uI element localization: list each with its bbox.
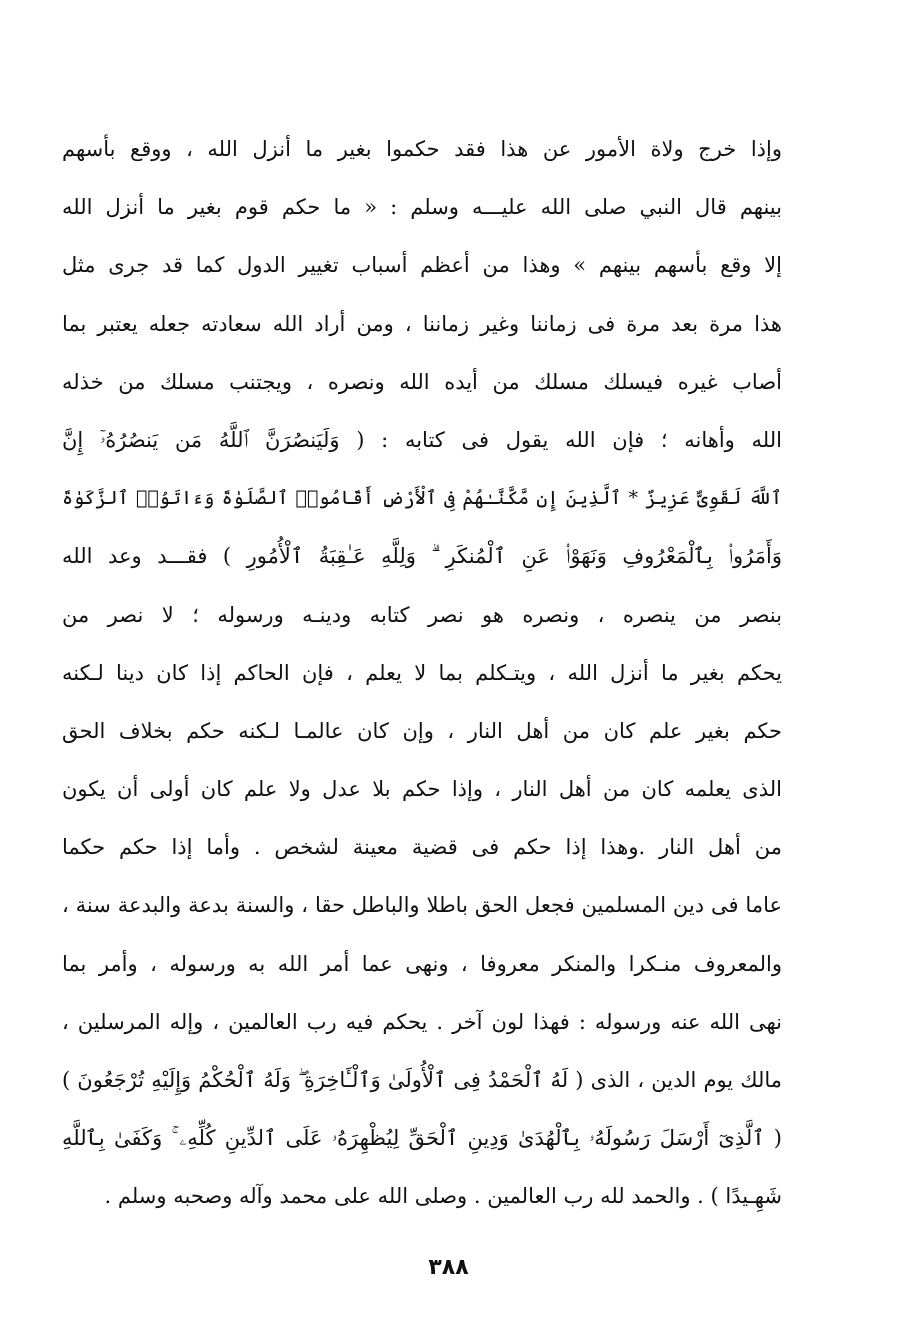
text-line: من أهل النار .وهذا إذا حكم فى قضية معينة لشخص . وأما إذا حكم حكما xyxy=(62,835,782,860)
text-line: هذا مرة بعد مرة فى زماننا وغير زماننا ، ومن أراد الله سعادته جعله يعتبر بما xyxy=(62,311,782,336)
text-line-with-verse: مالك يوم الدين ، الذى ( لَهُ ٱلْحَمْدُ فِى ٱلْأُولَىٰ وَٱلْـَٔاخِرَةِ ۖ وَلَهُ ٱلْحُكْمُ وَإِلَيْهِ تُرْجَعُونَ ) xyxy=(62,1068,782,1092)
text-line-with-verse: الله وأهانه ؛ فإن الله يقول فى كتابه : ( وَلَيَنصُرَنَّ ٱللَّهُ مَن يَنصُرُهُۥٓ إِنَّ xyxy=(62,427,782,452)
body-text xyxy=(62,120,782,1226)
text-line-with-verse: وَأَمَرُوا۟ بِٱلْمَعْرُوفِ وَنَهَوْا۟ عَنِ ٱلْمُنكَرِ ۗ وَلِلَّهِ عَـٰقِبَةُ ٱلْأُمُورِ ) فقـــد وعد الله xyxy=(62,544,782,569)
text-line: إلا وقع بأسهم بينهم » وهذا من أعظم أسباب تغيير الدول كما قد جرى مثل xyxy=(62,253,782,278)
text-line: وإذا خرج ولاة الأمور عن هذا فقد حكموا بغير ما أنزل الله ، ووقع بأسهم xyxy=(62,137,782,161)
text-line: أصاب غيره فيسلك مسلك من أيده الله ونصره ، ويجتنب مسلك من خذله xyxy=(62,369,782,394)
quran-verse-line: ٱللَّهَ لَقَوِىٌّ عَزِيزٌ * ٱلَّذِينَ إِن مَّكَّنَّـٰهُمْ فِى ٱلْأَرْضِ أَقَامُوا۟ ٱلصَّلَوٰةَ وَءَاتَوُا۟ ٱلزَّكَوٰةَ xyxy=(62,487,782,510)
text-line: عاما فى دين المسلمين فجعل الحق باطلا والباطل حقا ، والسنة بدعة والبدعة سنة ، xyxy=(62,893,782,918)
page-number: ٣٨٨ xyxy=(428,1255,469,1280)
quran-verse-line: ( ٱلَّذِىٓ أَرْسَلَ رَسُولَهُۥ بِٱلْهُدَىٰ وَدِينِ ٱلْحَقِّ لِيُظْهِرَهُۥ عَلَى ٱلدِّينِ كُلِّهِۦ ۚ وَكَفَىٰ بِٱللَّهِ xyxy=(62,1126,782,1151)
text-line: بينهم قال النبي صلى الله عليـــه وسلم : « ما حكم قوم بغير ما أنزل الله xyxy=(62,195,782,220)
closing-line: شَهِـيدًا ) . والحمد لله رب العالمين . وصلى الله على محمد وآله وصحبه وسلم . xyxy=(104,1184,782,1209)
text-line: حكم بغير علم كان من أهل النار ، وإن كان عالمـا لـكنه حكم بخلاف الحق xyxy=(62,718,782,743)
text-line: بنصر من ينصره ، ونصره هو نصر كتابه ودينـه ورسوله ؛ لا نصر من xyxy=(62,602,782,627)
text-line: والمعروف منـكرا والمنكر معروفا ، ونهى عما أمر الله به ورسوله ، وأمر بما xyxy=(62,951,782,976)
text-line: يحكم بغير ما أنزل الله ، ويتـكلم بما لا يعلم ، فإن الحاكم إذا كان دينا لـكنه xyxy=(62,660,782,685)
text-line: الذى يعلمه كان من أهل النار ، وإذا حكم بلا عدل ولا علم كان أولى أن يكون xyxy=(62,777,782,802)
text-line: نهى الله عنه ورسوله : فهذا لون آخر . يحكم فيه رب العالمين ، وإله المرسلين ، xyxy=(62,1009,782,1034)
